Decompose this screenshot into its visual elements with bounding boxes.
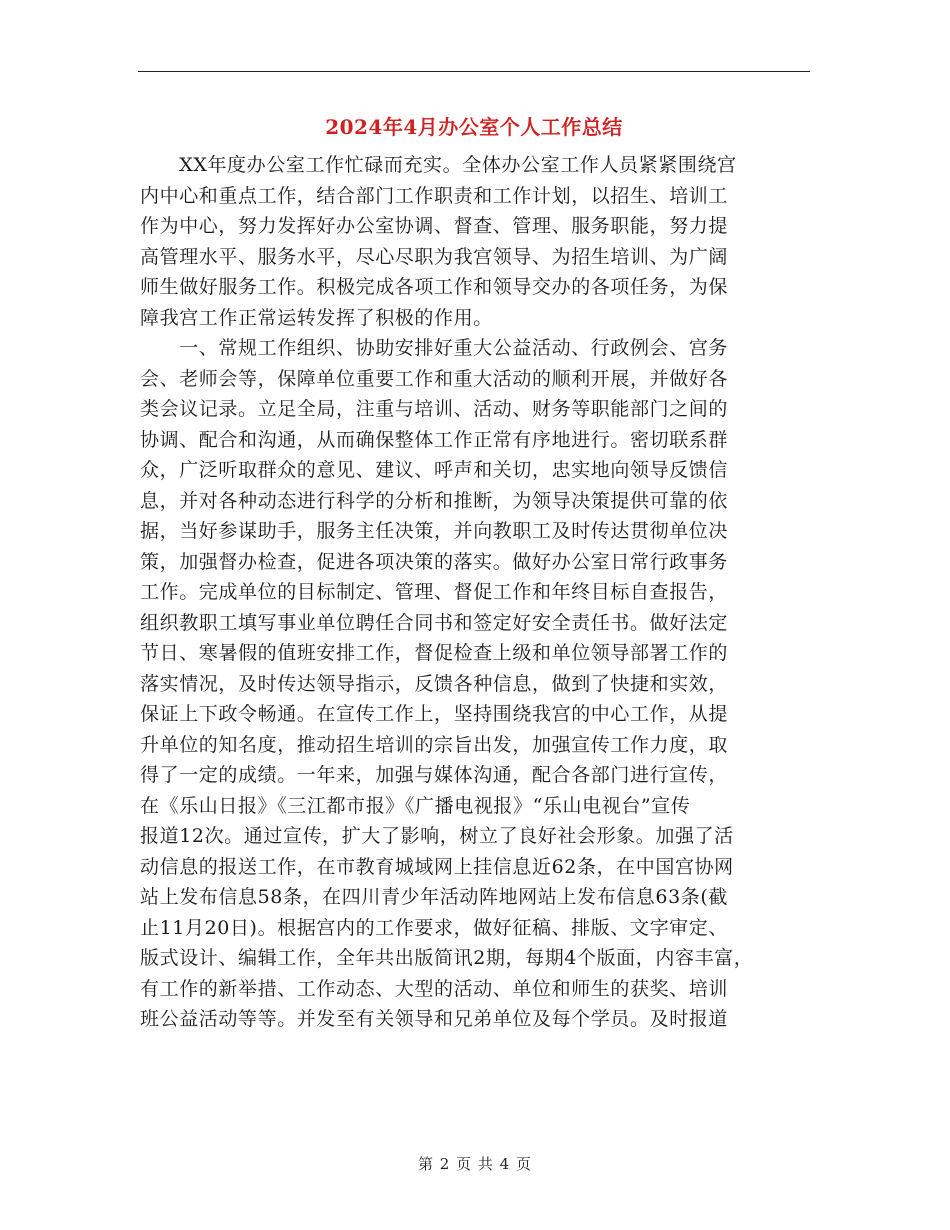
body-text-line: 落实情况，及时传达领导指示，反馈各种信息，做到了快捷和实效， bbox=[140, 672, 729, 695]
body-text-line: 止11月20日)。根据宫内的工作要求，做好征稿、排版、文字审定、 bbox=[140, 916, 728, 939]
body-text-line: 息，并对各种动态进行科学的分析和推断，为领导决策提供可靠的依 bbox=[140, 489, 729, 512]
body-text-line: 班公益活动等等。并发至有关领导和兄弟单位及每个学员。及时报道 bbox=[140, 1008, 729, 1030]
document-title: 2024年4月办公室个人工作总结 bbox=[325, 115, 623, 139]
body-text-line: 会、老师会等，保障单位重要工作和重大活动的顺利开展，并做好各 bbox=[140, 367, 729, 390]
body-text-line: 动信息的报送工作，在市教育城域网上挂信息近62条，在中国宫协网 bbox=[140, 855, 734, 878]
body-text-line: 内中心和重点工作，结合部门工作职责和工作计划，以招生、培训工 bbox=[140, 184, 729, 207]
body-text-line: 据，当好参谋助手，服务主任决策，并向教职工及时传达贯彻单位决 bbox=[140, 520, 729, 542]
body-text-line: 策，加强督办检查，促进各项决策的落实。做好办公室日常行政事务 bbox=[140, 550, 729, 573]
body-text-line: 一、常规工作组织、协助安排好重大公益活动、行政例会、宫务 bbox=[140, 337, 729, 359]
body-text-line: 节日、寒暑假的值班安排工作，督促检查上级和单位领导部署工作的 bbox=[140, 642, 729, 664]
body-text-line: XX年度办公室工作忙碌而充实。全体办公室工作人员紧紧围绕宫 bbox=[140, 154, 737, 176]
body-text-line: 保证上下政令畅通。在宣传工作上，坚持围绕我宫的中心工作，从提 bbox=[140, 703, 729, 725]
body-text-line: 站上发布信息58条，在四川青少年活动阵地网站上发布信息63条(截 bbox=[140, 886, 728, 908]
body-text-line: 作为中心，努力发挥好办公室协调、督查、管理、服务职能，努力提 bbox=[140, 215, 729, 237]
body-text-line: 组织教职工填写事业单位聘任合同书和签定好安全责任书。做好法定 bbox=[140, 611, 729, 634]
body-text-line: 高管理水平、服务水平，尽心尽职为我宫领导、为招生培训、为广阔 bbox=[140, 245, 729, 268]
body-text-line: 工作。完成单位的目标制定、管理、督促工作和年终目标自查报告， bbox=[140, 581, 729, 603]
body-text-line: 升单位的知名度，推动招生培训的宗旨出发，加强宣传工作力度，取 bbox=[140, 733, 729, 756]
body-text-line: 报道12次。通过宣传，扩大了影响，树立了良好社会形象。加强了活 bbox=[140, 825, 734, 847]
body-text-line: 版式设计、编辑工作，全年共出版简讯2期，每期4个版面，内容丰富， bbox=[140, 947, 754, 969]
body-text-line: 众，广泛听取群众的意见、建议、呼声和关切，忠实地向领导反馈信 bbox=[140, 459, 729, 481]
body-text-line: 师生做好服务工作。积极完成各项工作和领导交办的各项任务，为保 bbox=[140, 276, 729, 298]
page-number-footer: 第 2 页 共 4 页 bbox=[418, 1155, 532, 1173]
body-text-line: 障我宫工作正常运转发挥了积极的作用。 bbox=[140, 306, 493, 329]
body-text-line: 协调、配合和沟通，从而确保整体工作正常有序地进行。密切联系群 bbox=[140, 428, 729, 451]
body-text-line: 类会议记录。立足全局，注重与培训、活动、财务等职能部门之间的 bbox=[140, 398, 729, 420]
body-text-line: 得了一定的成绩。一年来，加强与媒体沟通，配合各部门进行宣传， bbox=[140, 764, 729, 786]
header-rule bbox=[138, 71, 810, 72]
body-text-line: 有工作的新举措、工作动态、大型的活动、单位和师生的获奖、培训 bbox=[140, 977, 729, 1000]
body-text-line: 在《乐山日报》《三江都市报》《广播电视报》“乐山电视台”宣传 bbox=[140, 794, 691, 817]
document-body bbox=[140, 150, 812, 1035]
